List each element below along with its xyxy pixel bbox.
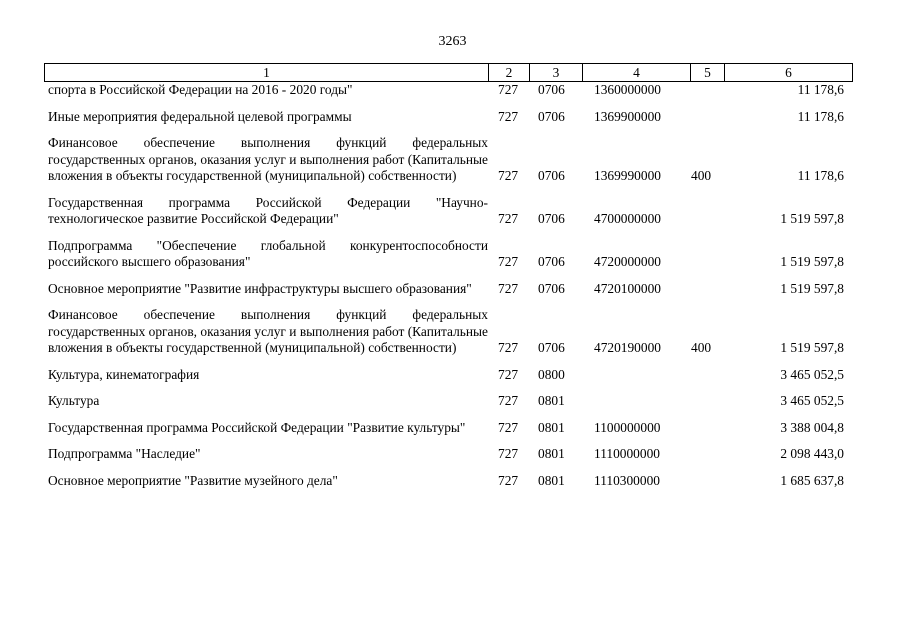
table-row (44, 238, 846, 271)
row-name: Иные мероприятия федеральной целевой программы (48, 108, 352, 124)
row-col-6: 2 098 443,0 (780, 446, 844, 461)
row-col-3: 0801 (538, 393, 565, 408)
row-col-5: 400 (691, 340, 712, 355)
row-name: спорта в Российской Федерации на 2016 - 2020 годы" (48, 82, 353, 97)
table-row (44, 82, 846, 99)
row-col-2: 727 (498, 393, 519, 408)
column-header-4: 4 (583, 64, 691, 82)
row-col-3: 0706 (538, 108, 565, 124)
row-col-4: 1110000000 (594, 446, 660, 461)
row-col-4: 4720000000 (594, 254, 661, 269)
column-header-1: 1 (45, 64, 489, 82)
table-row (44, 473, 846, 490)
row-col-3: 0706 (538, 254, 565, 269)
row-col-6: 1 519 597,8 (780, 254, 844, 269)
table-row (44, 367, 846, 384)
row-col-3: 0706 (538, 280, 565, 296)
row-col-2: 727 (498, 254, 519, 269)
column-header-5: 5 (691, 64, 725, 82)
row-col-3: 0706 (538, 340, 565, 355)
row-col-4: 4720190000 (594, 340, 661, 355)
table-row (44, 446, 846, 463)
row-col-2: 727 (498, 211, 519, 226)
column-header-6: 6 (725, 64, 853, 82)
row-col-3: 0801 (538, 446, 565, 461)
row-col-4: 1100000000 (594, 419, 661, 435)
row-col-3: 0801 (538, 472, 565, 488)
row-col-6: 11 178,6 (797, 168, 844, 183)
table-row (44, 393, 846, 410)
table-row (44, 307, 846, 357)
row-col-6: 11 178,6 (797, 82, 844, 97)
row-col-2: 727 (498, 472, 519, 488)
table-row (44, 281, 846, 298)
row-col-4: 1369990000 (594, 168, 661, 183)
row-col-6: 1 519 597,8 (780, 280, 844, 296)
row-col-6: 3 465 052,5 (780, 393, 844, 408)
row-col-2: 727 (498, 168, 519, 183)
row-col-6: 11 178,6 (797, 108, 844, 124)
table-row (44, 195, 846, 228)
row-col-6: 1 519 597,8 (780, 211, 844, 226)
row-col-6: 1 685 637,8 (780, 472, 844, 488)
row-col-2: 727 (498, 108, 519, 124)
row-name: Культура, кинематография (48, 366, 200, 382)
row-col-3: 0801 (538, 419, 565, 435)
row-col-4: 4700000000 (594, 211, 661, 226)
row-col-3: 0706 (538, 82, 565, 97)
row-col-2: 727 (498, 366, 519, 382)
row-name: Культура (48, 393, 100, 408)
row-col-2: 727 (498, 419, 519, 435)
row-col-4: 1369900000 (594, 108, 661, 124)
row-col-3: 0706 (538, 211, 565, 226)
row-col-4: 1360000000 (594, 82, 661, 97)
row-col-2: 727 (498, 82, 519, 97)
row-col-3: 0800 (538, 366, 565, 382)
budget-table-body (44, 82, 846, 489)
column-header-row (44, 63, 853, 82)
column-header-2: 2 (489, 64, 530, 82)
table-row (44, 420, 846, 437)
row-col-2: 727 (498, 340, 519, 355)
row-col-4: 1110300000 (594, 472, 660, 488)
row-col-5: 400 (691, 168, 712, 183)
row-col-2: 727 (498, 446, 519, 461)
row-col-4: 4720100000 (594, 280, 661, 296)
table-row (44, 135, 846, 185)
row-col-2: 727 (498, 280, 519, 296)
row-name: Основное мероприятие "Развитие инфраструктуры высшего образования" (48, 280, 472, 296)
row-col-3: 0706 (538, 168, 565, 183)
row-name: Финансовое обеспечение выполнения функций федеральных государственных органов, оказания услуг и выполнения работ (Капитальные вложения в объекты государственной (муниципальной) собственности) (48, 307, 488, 355)
row-col-6: 1 519 597,8 (780, 340, 844, 355)
row-name: Основное мероприятие "Развитие музейного дела" (48, 472, 338, 488)
row-name: Подпрограмма "Наследие" (48, 446, 201, 461)
row-col-6: 3 388 004,8 (780, 419, 844, 435)
page-number: 3263 (438, 34, 467, 49)
row-name: Подпрограмма "Обеспечение глобальной конкурентоспособности российского высшего образования" (48, 237, 488, 269)
row-name: Финансовое обеспечение выполнения функций федеральных государственных органов, оказания услуг и выполнения работ (Капитальные вложения в объекты государственной (муниципальной) собственности) (48, 135, 488, 183)
row-name: Государственная программа Российской Федерации "Научно-технологическое развитие Российской Федерации" (48, 194, 488, 226)
row-col-6: 3 465 052,5 (780, 366, 844, 382)
table-row (44, 109, 846, 126)
row-name: Государственная программа Российской Федерации "Развитие культуры" (48, 419, 466, 435)
column-header-3: 3 (530, 64, 583, 82)
